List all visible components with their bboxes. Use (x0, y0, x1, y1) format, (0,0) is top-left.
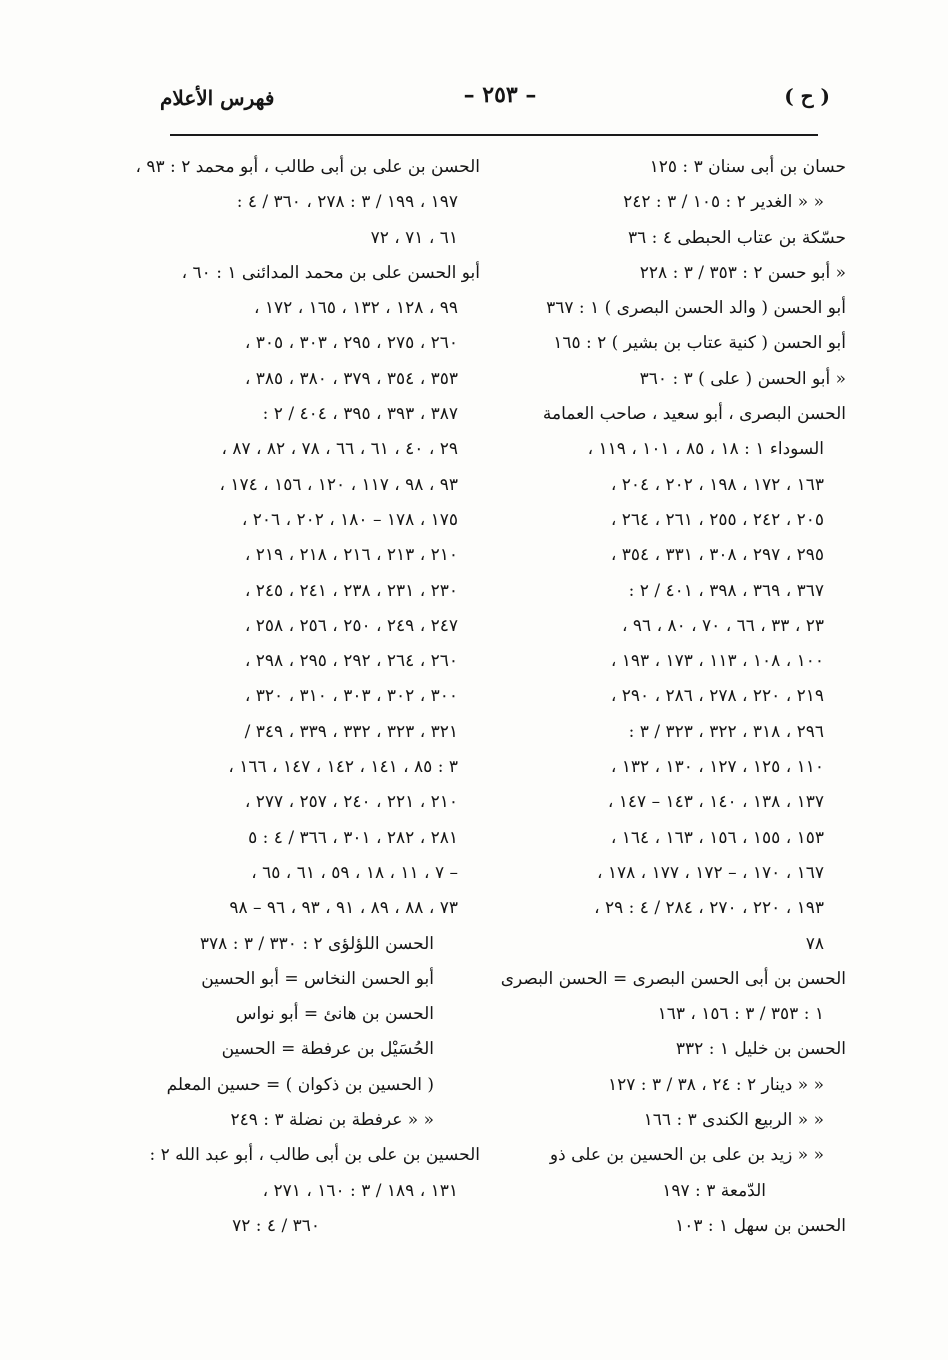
index-entry: ١٦٣ ، ١٧٢ ، ١٩٨ ، ٢٠٢ ، ٢٠٤ ، (610, 474, 824, 495)
index-entry: ٢٣ ، ٣٣ ، ٦٦ ، ٧٠ ، ٨٠ ، ٩٦ ، (622, 615, 824, 636)
index-entry: ١٣٧ ، ١٣٨ ، ١٤٠ ، ١٤٣ – ١٤٧ ، (607, 792, 824, 813)
index-entry: أبو الحسن النخاس = أبو الحسين (201, 968, 434, 989)
index-entry: « « عرفطة بن نضلة ٣ : ٢٤٩ (230, 1110, 434, 1131)
index-entry: السوداء ١ : ١٨ ، ٨٥ ، ١٠١ ، ١١٩ ، (587, 439, 824, 460)
header-rule (170, 134, 818, 136)
index-entry: ٢٨١ ، ٢٨٢ ، ٣٠١ ، ٣٦٦ / ٤ : ٥ (248, 827, 458, 848)
index-entry: ٢٩ ، ٤٠ ، ٦١ ، ٦٦ ، ٧٨ ، ٨٢ ، ٨٧ ، (221, 439, 458, 460)
index-entry: الحسن بن على بن أبى طالب ، أبو محمد ٢ : ٩٣ ، (135, 157, 480, 177)
index-entry: ٦١ ، ٧١ ، ٧٢ (370, 227, 458, 248)
index-entry: أبو الحسن ( كنية عتاب بن بشير ) ٢ : ١٦٥ (553, 333, 846, 354)
index-entry: ٢١٩ ، ٢٢٠ ، ٢٧٨ ، ٢٨٦ ، ٢٩٠ ، (610, 686, 824, 707)
index-entry: « « الربيع الكندى ٣ : ١٦٦ (643, 1110, 824, 1131)
index-column-right (500, 150, 846, 1244)
index-entry: ٢٦٠ ، ٢٦٤ ، ٢٩٢ ، ٢٩٥ ، ٢٩٨ ، (244, 651, 458, 672)
index-entry: « « زيد بن على بن الحسين بن على ذو (549, 1145, 824, 1166)
index-entry: ١٩٧ ، ١٩٩ / ٣ : ٢٧٨ ، ٣٦٠ / ٤ : (236, 192, 458, 213)
index-entry: ٢٩٥ ، ٢٩٧ ، ٣٠٨ ، ٣٣١ ، ٣٥٤ ، (610, 545, 824, 566)
index-entry: الدّمعة ٣ : ١٩٧ (662, 1180, 766, 1201)
index-entry: الحسن بن أبى الحسن البصرى = الحسن البصرى (500, 968, 846, 989)
index-entry: ٢١٠ ، ٢٢١ ، ٢٤٠ ، ٢٥٧ ، ٢٧٧ ، (244, 792, 458, 813)
index-entry: ٣٨٧ ، ٣٩٣ ، ٣٩٥ ، ٤٠٤ / ٢ : (262, 404, 458, 425)
index-column-left (135, 150, 480, 1244)
index-entry: ٣ : ٨٥ ، ١٤١ ، ١٤٢ ، ١٤٧ ، ١٦٦ ، (228, 757, 458, 778)
index-entry: ٣٢١ ، ٣٢٣ ، ٣٣٢ ، ٣٣٩ ، ٣٤٩ / (244, 721, 458, 742)
index-entry: حسّكة بن عتاب الحبطى ٤ : ٣٦ (628, 227, 846, 248)
index-entry: ٢٦٠ ، ٢٧٥ ، ٢٩٥ ، ٣٠٣ ، ٣٠٥ ، (244, 333, 458, 354)
index-entry: ١١٠ ، ١٢٥ ، ١٢٧ ، ١٣٠ ، ١٣٢ ، (610, 757, 824, 778)
index-entry: ( الحسين بن ذكوان ) = حسين المعلم (166, 1074, 434, 1095)
index-entry: ٢٣٠ ، ٢٣١ ، ٢٣٨ ، ٢٤١ ، ٢٤٥ ، (244, 580, 458, 601)
index-entry: ٧٣ ، ٨٨ ، ٨٩ ، ٩١ ، ٩٣ ، ٩٦ – ٩٨ (229, 898, 458, 919)
index-entry: – ٧ ، ١١ ، ١٨ ، ٥٩ ، ٦١ ، ٦٥ ، (251, 862, 458, 883)
index-entry: الحسن اللؤلؤى ٢ : ٣٣٠ / ٣ : ٣٧٨ (199, 933, 434, 954)
index-entry: « أبو حسن ٢ : ٣٥٣ / ٣ : ٢٢٨ (639, 262, 846, 283)
index-entry: ١ : ٣٥٣ / ٣ : ١٥٦ ، ١٦٣ (657, 1004, 824, 1025)
index-entry: الحسين بن على بن أبى طالب ، أبو عبد الله ٢ : (149, 1145, 480, 1166)
index-entry: أبو الحسن ( والد الحسن البصرى ) ١ : ٣٦٧ (546, 298, 846, 319)
index-entry: أبو الحسن على بن محمد المدائنى ١ : ٦٠ ، (181, 262, 480, 283)
index-entry: ٢٤٧ ، ٢٤٩ ، ٢٥٠ ، ٢٥٦ ، ٢٥٨ ، (244, 615, 458, 636)
index-entry: ٧٨ (805, 933, 824, 954)
index-entry: ١٣١ ، ١٨٩ / ٣ : ١٦٠ ، ٢٧١ ، (262, 1180, 458, 1201)
index-entry: ١٦٧ ، ١٧٠ ، – ١٧٢ ، ١٧٧ ، ١٧٨ ، (596, 862, 824, 883)
index-entry: الحسن بن هانئ = أبو نواس (235, 1004, 434, 1025)
index-entry: الحسن البصرى ، أبو سعيد ، صاحب العمامة (542, 404, 846, 425)
index-entry: ٣٦٠ / ٤ : ٧٢ (232, 1215, 320, 1236)
index-entry: الحسن بن خليل ١ : ٣٣٢ (675, 1039, 846, 1060)
index-entry: ٣٦٧ ، ٣٦٩ ، ٣٩٨ ، ٤٠١ / ٢ : (628, 580, 824, 601)
index-entry: « « الغدير ٢ : ١٠٥ / ٣ : ٢٤٢ (623, 192, 824, 213)
section-letter: ( ح ) (784, 84, 830, 108)
index-entry: ٩٩ ، ١٢٨ ، ١٣٢ ، ١٦٥ ، ١٧٢ ، (254, 298, 458, 319)
index-entry: « أبو الحسن ( على ) ٣ : ٣٦٠ (639, 368, 846, 389)
index-entry: « « دينار ٢ : ٢٤ ، ٣٨ / ٣ : ١٢٧ (608, 1074, 824, 1095)
index-entry: ٩٣ ، ٩٨ ، ١١٧ ، ١٢٠ ، ١٥٦ ، ١٧٤ ، (219, 474, 458, 495)
index-entry: ١٠٠ ، ١٠٨ ، ١١٣ ، ١٧٣ ، ١٩٣ ، (610, 651, 824, 672)
index-entry: ٢٠٥ ، ٢٤٢ ، ٢٥٥ ، ٢٦١ ، ٢٦٤ ، (610, 509, 824, 530)
index-entry: الحسن بن سهل ١ : ١٠٣ (675, 1215, 846, 1236)
index-entry: ١٧٥ ، ١٧٨ – ١٨٠ ، ٢٠٢ ، ٢٠٦ ، (241, 509, 458, 530)
index-entry: ٢٩٦ ، ٣١٨ ، ٣٢٢ ، ٣٢٣ / ٣ : (628, 721, 824, 742)
index-entry: ٣٠٠ ، ٣٠٢ ، ٣٠٣ ، ٣١٠ ، ٣٢٠ ، (244, 686, 458, 707)
index-entry: ١٥٣ ، ١٥٥ ، ١٥٦ ، ١٦٣ ، ١٦٤ ، (610, 827, 824, 848)
index-title: فهرس الأعلام (160, 86, 275, 110)
index-entry: ١٩٣ ، ٢٢٠ ، ٢٧٠ ، ٢٨٤ / ٤ : ٢٩ ، (594, 898, 824, 919)
index-entry: حسان بن أبى سنان ٣ : ١٢٥ (649, 157, 846, 177)
page-number: – ٢٥٣ – (463, 82, 537, 108)
index-entry: الحُسَيْل بن عرفطة = الحسين (221, 1039, 434, 1060)
index-entry: ٣٥٣ ، ٣٥٤ ، ٣٧٩ ، ٣٨٠ ، ٣٨٥ ، (244, 368, 458, 389)
running-header (160, 78, 840, 118)
index-entry: ٢١٠ ، ٢١٣ ، ٢١٦ ، ٢١٨ ، ٢١٩ ، (244, 545, 458, 566)
